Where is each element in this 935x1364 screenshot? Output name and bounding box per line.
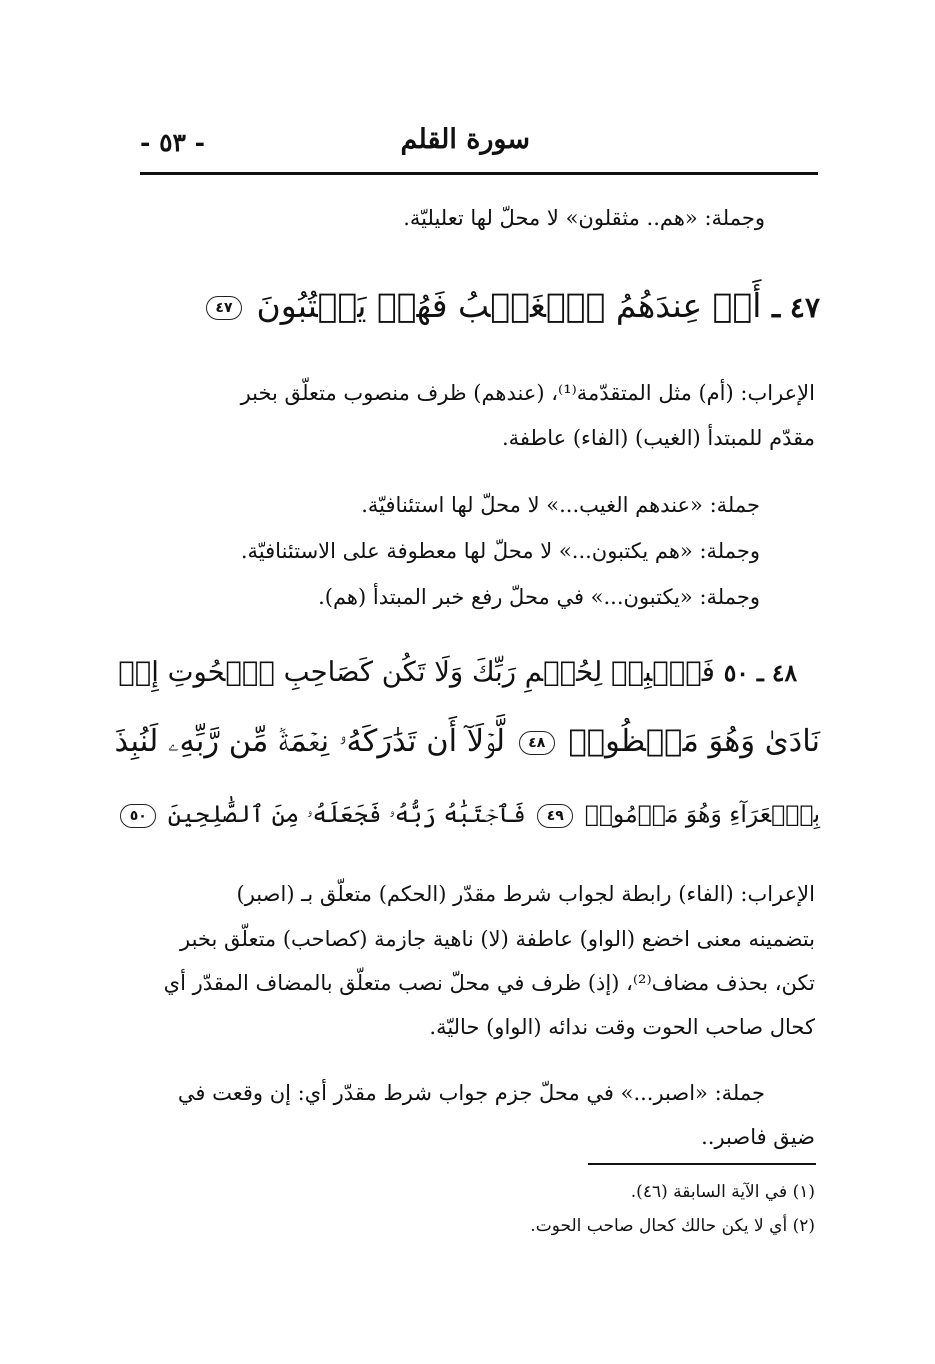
verse-text: نَادَىٰ وَهُوَ مَكۡظُومٞ [568, 724, 820, 759]
jumla-47-line-2: وجملة: «هم يكتبون...» لا محلّ لها معطوفة على الاستئنافيّة. [240, 539, 760, 563]
jumla-47-line-1: جملة: «عندهم الغيب...» لا محلّ لها استئنافيّة. [361, 493, 760, 517]
irab-48-line-2: بتضمينه معنى اخضع (الواو) عاطفة (لا) ناهية جازمة (كصاحب) متعلّق بخبر [179, 927, 815, 951]
footnote-1: (١) في الآية السابقة (٤٦). [630, 1182, 815, 1202]
ayah-marker-icon: ٤٧ [206, 296, 242, 320]
irab-47-line-2: مقدّم للمبتدأ (الغيب) (الفاء) عاطفة. [501, 426, 815, 450]
irab-48-line-1: الإعراب: (الفاء) رابطة لجواب شرط مقدّر (الحكم) متعلّق بـ (اصبر) [236, 882, 815, 906]
page-number: - ٥٣ - [140, 128, 206, 157]
irab-48-line-3: تكن، بحذف مضاف⁽²⁾، (إذ) ظرف في محلّ نصب متعلّق بالمضاف المقدّر أي [163, 971, 815, 995]
verse-48-50-line-1 [118, 648, 797, 697]
sentence-note: وجملة: «هم.. مثقلون» لا محلّ لها تعليليّة. [403, 206, 765, 230]
irab-48-line-4: كحال صاحب الحوت وقت ندائه (الواو) حاليّة. [429, 1015, 815, 1039]
verse-text: فَٱصۡبِرۡ لِحُكۡمِ رَبِّكَ وَلَا تَكُن كَصَاحِبِ ٱلۡحُوتِ إِذۡ [118, 656, 715, 688]
ayah-marker-icon: ٤٨ [519, 731, 555, 755]
ayah-marker-icon: ٥٠ [120, 804, 156, 828]
verse-text: فَٱجۡتَبَٰهُ رَبُّهُۥ فَجَعَلَهُۥ مِنَ ٱلصَّٰلِحِينَ [167, 800, 526, 828]
irab-47-line-1: الإعراب: (أم) مثل المتقدّمة⁽¹⁾، (عندهم) ظرف منصوب متعلّق بخبر [240, 381, 815, 405]
verse-48-50-line-3 [116, 790, 820, 838]
ayah-marker-icon: ٤٩ [537, 804, 573, 828]
verse-47 [202, 282, 820, 332]
jumla-48-line-2: ضيق فاصبر.. [701, 1125, 815, 1149]
surah-title: سورة القلم [400, 124, 530, 155]
page-header [140, 118, 815, 166]
jumla-47-line-3: وجملة: «يكتبون...» في محلّ رفع خبر المبتدأ (هم). [318, 585, 760, 609]
verse-number: ٤٧ ـ [771, 291, 820, 324]
verse-text: لَّوۡلَآ أَن تَدَٰرَكَهُۥ نِعۡمَةٞ مِّن رَّبِّهِۦ لَنُبِذَ [114, 724, 506, 759]
verse-48-50-line-2 [115, 718, 820, 766]
verse-text: بِٱلۡعَرَآءِ وَهُوَ مَذۡمُومٞ [584, 800, 820, 828]
verse-number: ٤٨ ـ ٥٠ [723, 659, 797, 687]
footnote-2: (٢) أي لا يكن حالك كحال صاحب الحوت. [530, 1216, 815, 1236]
footnote-divider [588, 1163, 816, 1165]
verse-text: أَمۡ عِندَهُمُ ٱلۡغَيۡبُ فَهُمۡ يَكۡتُبُونَ [256, 286, 762, 325]
jumla-48-line-1: جملة: «اصبر...» في محلّ جزم جواب شرط مقدّر أي: إن وقعت في [177, 1081, 765, 1105]
header-divider [140, 172, 818, 175]
